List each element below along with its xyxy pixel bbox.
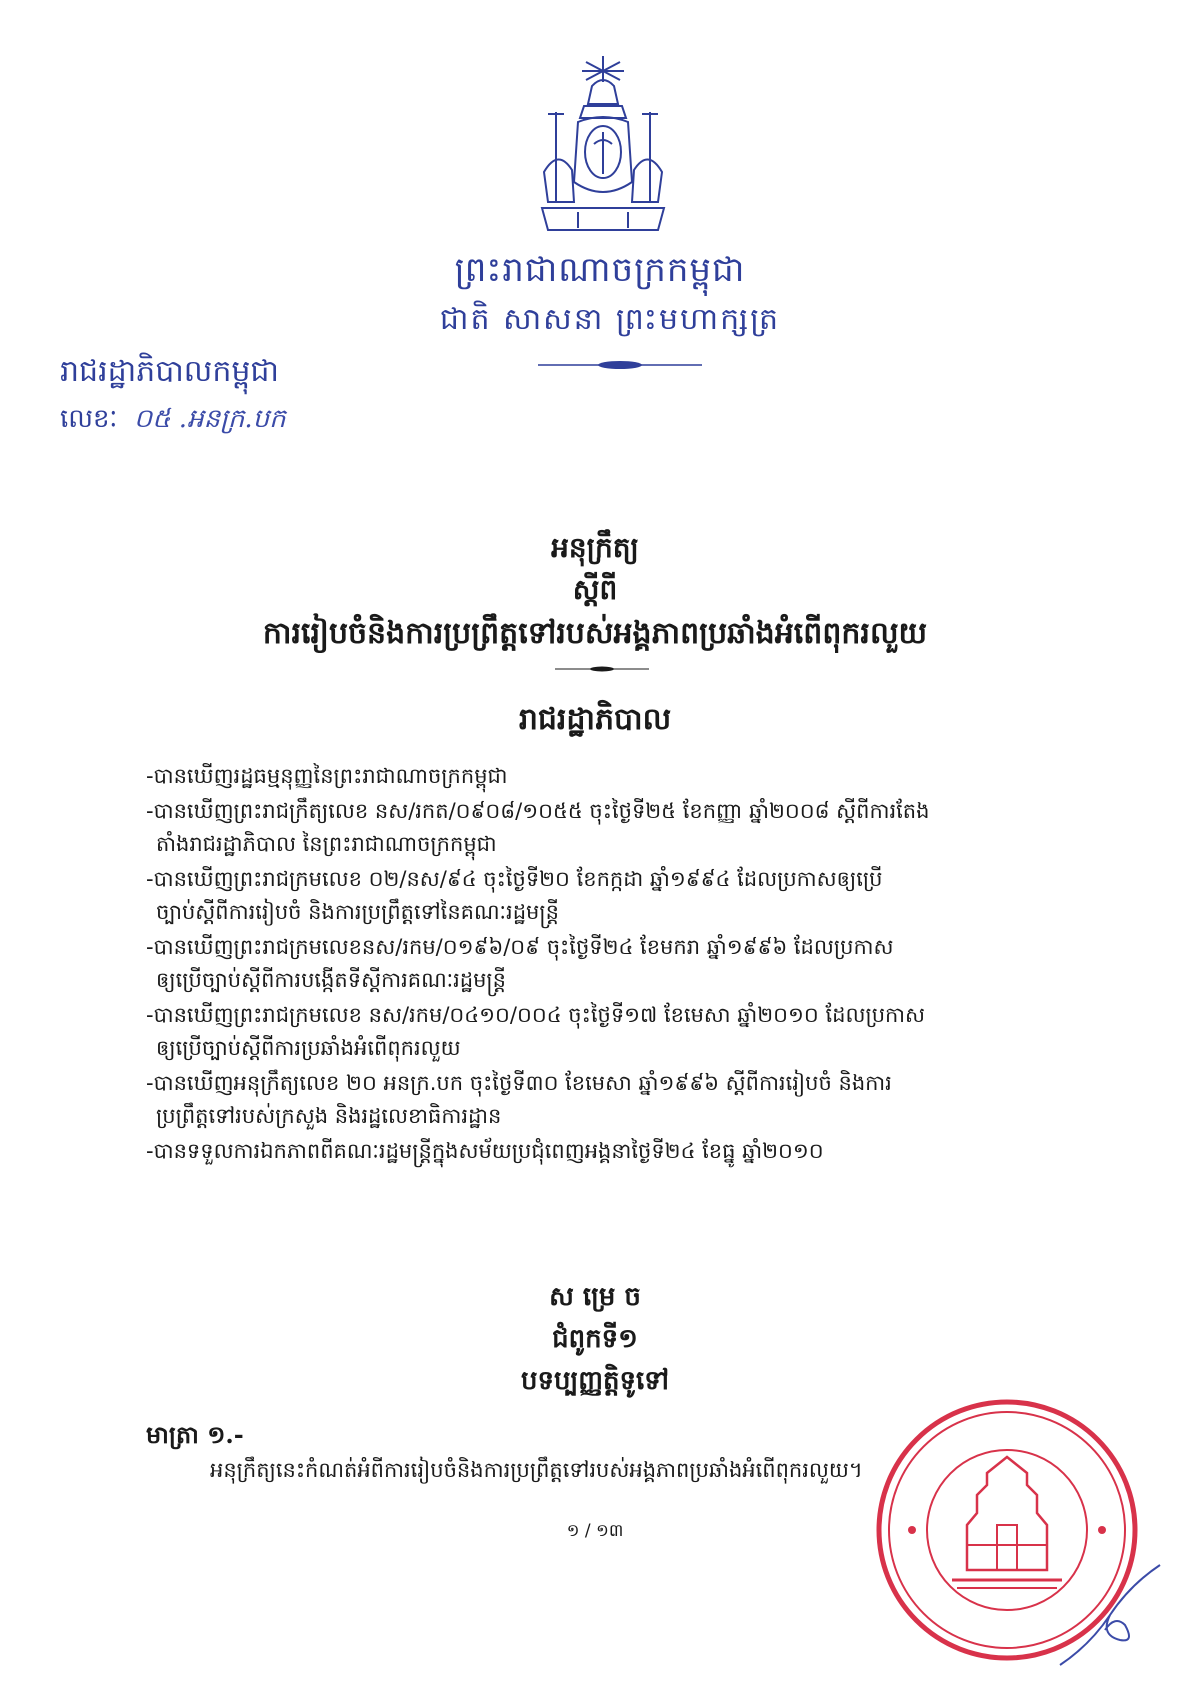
chapter-number: ជំពូកទី១ bbox=[552, 1324, 638, 1354]
ornament-divider-icon bbox=[538, 358, 702, 372]
royal-coat-of-arms-icon bbox=[534, 52, 672, 240]
reference-label: លេខៈ bbox=[60, 404, 118, 434]
preamble-item: -បានទទួលការឯកភាពពីគណៈរដ្ឋមន្ត្រីក្នុងសម័យប្រជុំពេញអង្គនាថ្ងៃទី២៤ ខែធ្នូ ឆ្នាំ២០១០ bbox=[146, 1139, 824, 1163]
article-label: មាត្រា ១.- bbox=[146, 1420, 244, 1449]
government-name: រាជរដ្ឋាភិបាលកម្ពុជា bbox=[60, 354, 279, 389]
document-subject: ការរៀបចំនិងការប្រព្រឹត្តទៅរបស់អង្គភាពប្រឆាំងអំពើពុករលួយ bbox=[262, 616, 928, 651]
kingdom-title: ព្រះរាជាណាចក្រកម្ពុជា bbox=[454, 250, 746, 290]
reference-number bbox=[60, 402, 286, 440]
national-motto: ជាតិ សាសនា ព្រះមហាក្សត្រ bbox=[439, 302, 781, 337]
document-about: ស្ដីពី bbox=[572, 573, 618, 606]
preamble-list bbox=[146, 760, 1076, 1170]
document-type: អនុក្រឹត្យ bbox=[551, 531, 639, 564]
handwritten-signature-icon bbox=[1050, 1555, 1170, 1675]
page-number: ១ / ១៣ bbox=[566, 1521, 624, 1541]
preamble-item: -បានឃើញព្រះរាជក្រមលេខ នស/រកម/០៤១០/០០៤ ចុះថ្ងៃទី១៧ ខែមេសា ឆ្នាំ២០១០ ដែលប្រកាស ឲ្យប្រើច្បាប់ស្ដីពីការប្រឆាំងអំពើពុករលួយ bbox=[146, 1003, 926, 1060]
article-text: អនុក្រឹត្យនេះកំណត់អំពីការរៀបចំនិងការប្រព្រឹត្តទៅរបស់អង្គភាពប្រឆាំងអំពើពុករលួយ។ bbox=[210, 1458, 863, 1482]
preamble-item: -បានឃើញព្រះរាជក្រមលេខ ០២/នស/៩៤ ចុះថ្ងៃទី២០ ខែកក្កដា ឆ្នាំ១៩៩៤ ដែលប្រកាសឲ្យប្រើ ច្បាប់ស្ដីពីការរៀបចំ និងការប្រព្រឹត្តទៅនៃគណៈរដ្ឋមន្ត្រី bbox=[146, 867, 883, 924]
preamble-item: -បានឃើញរដ្ឋធម្មនុញ្ញនៃព្រះរាជាណាចក្រកម្ពុជា bbox=[146, 764, 508, 788]
preamble-item: -បានឃើញអនុក្រឹត្យលេខ ២០ អនក្រ.បក ចុះថ្ងៃទី៣០ ខែមេសា ឆ្នាំ១៩៩៦ ស្ដីពីការរៀបចំ និងការ ប្រព្រឹត្តទៅរបស់ក្រសួង និងរដ្ឋលេខាធិការដ្ឋាន bbox=[146, 1071, 892, 1128]
preamble-item: -បានឃើញព្រះរាជក្រឹត្យលេខ នស/រកត/០៩០៨/១០៥៥ ចុះថ្ងៃទី២៥ ខែកញ្ញា ឆ្នាំ២០០៨ ស្ដីពីការតែង តាំងរាជរដ្ឋាភិបាល នៃព្រះរាជាណាចក្រកម្ពុជា bbox=[146, 799, 930, 856]
reference-value: ០៥ .អនក្រ.បក bbox=[133, 404, 286, 434]
preamble-item: -បានឃើញព្រះរាជក្រមលេខនស/រកម/០១៩៦/០៩ ចុះថ្ងៃទី២៤ ខែមករា ឆ្នាំ១៩៩៦ ដែលប្រកាស ឲ្យប្រើច្បាប់ស្ដីពីការបង្កើតទីស្ដីការគណៈរដ្ឋមន្ត្រី bbox=[146, 935, 894, 992]
title-divider-icon bbox=[555, 664, 649, 674]
issuer-heading: រាជរដ្ឋាភិបាល bbox=[518, 702, 672, 737]
chapter-title: បទប្បញ្ញត្តិទូទៅ bbox=[520, 1366, 670, 1396]
decision-heading: ស ម្រេ ច bbox=[549, 1282, 641, 1312]
